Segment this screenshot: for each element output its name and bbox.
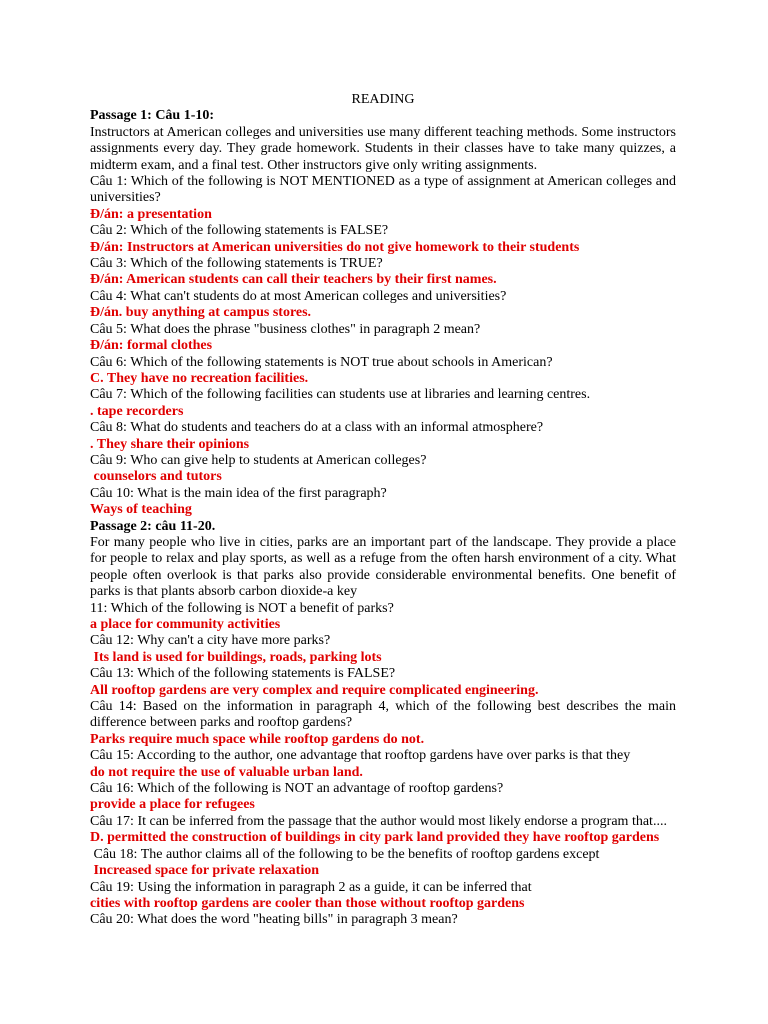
question-text: Câu 2: Which of the following statements is FALSE?	[90, 223, 389, 239]
question-text: Câu 5: What does the phrase "business clothes" in paragraph 2 mean?	[90, 321, 481, 337]
passage-paragraph: Instructors at American colleges and universities use many different teaching methods. Some instructors assignments every day. They grade homework. Students in their classes have to take many quizzes, a midterm exam, and a final test. Other instructors give only writing assignments.	[90, 124, 680, 173]
passage-paragraph: For many people who live in cities, parks are an important part of the landscape. They provide a place for people to relax and play sports, as well as a refuge from the often harsh environment of a city. What people often overlook is that parks also provide considerable environmental benefits. One benefit of parks is that plants absorb carbon dioxide-a key	[90, 534, 680, 600]
question-text: Câu 1: Which of the following is NOT MENTIONED as a type of assignment at American colleges and universities?	[90, 174, 680, 206]
answer-text: Đ/án: a presentation	[90, 206, 212, 222]
question-text: Câu 7: Which of the following facilities can students use at libraries and learning centres.	[90, 387, 591, 403]
answer-text: provide a place for refugees	[90, 797, 255, 813]
answer-text: Đ/án: formal clothes	[90, 338, 213, 354]
answer-text: . tape recorders	[90, 403, 184, 419]
question-text: Câu 20: What does the word "heating bills" in paragraph 3 mean?	[90, 912, 458, 928]
question-text: Câu 12: Why can't a city have more parks?	[90, 633, 331, 649]
question-text: Câu 9: Who can give help to students at American colleges?	[90, 452, 427, 468]
question-text: Câu 3: Which of the following statements is TRUE?	[90, 256, 383, 272]
question-text: Câu 15: According to the author, one advantage that rooftop gardens have over parks is that they	[90, 748, 631, 764]
answer-text: Đ/án. buy anything at campus stores.	[90, 305, 312, 321]
question-text: Câu 13: Which of the following statements is FALSE?	[90, 666, 396, 682]
answer-text: counselors and tutors	[90, 469, 222, 485]
question-text: Câu 4: What can't students do at most American colleges and universities?	[90, 288, 507, 304]
answer-text: All rooftop gardens are very complex and require complicated engineering.	[90, 682, 539, 698]
answer-text: Its land is used for buildings, roads, parking lots	[90, 649, 382, 665]
answer-text: a place for community activities	[90, 617, 281, 632]
document-body	[90, 108, 680, 928]
passage-heading: Passage 1: Câu 1-10:	[90, 108, 215, 124]
answer-text: Increased space for private relaxation	[90, 863, 320, 879]
question-text: Câu 6: Which of the following statements is NOT true about schools in American?	[90, 354, 553, 370]
answer-text: C. They have no recreation facilities.	[90, 370, 309, 386]
answer-text: Đ/án: Instructors at American universities do not give homework to their students	[90, 239, 580, 255]
document-page	[90, 92, 680, 929]
question-text: Câu 14: Based on the information in paragraph 4, which of the following best describes the main difference between parks and rooftop gardens?	[90, 699, 680, 731]
question-text: Câu 8: What do students and teachers do at a class with an informal atmosphere?	[90, 420, 544, 436]
question-text: 11: Which of the following is NOT a benefit of parks?	[90, 600, 394, 616]
question-text: Câu 19: Using the information in paragraph 2 as a guide, it can be inferred that	[90, 879, 532, 895]
answer-text: Parks require much space while rooftop gardens do not.	[90, 731, 425, 747]
answer-text: . They share their opinions	[90, 436, 250, 452]
question-text: Câu 18: The author claims all of the following to be the benefits of rooftop gardens except	[90, 846, 600, 862]
answer-text: do not require the use of valuable urban land.	[90, 764, 363, 780]
answer-text: cities with rooftop gardens are cooler than those without rooftop gardens	[90, 895, 525, 911]
passage-heading: Passage 2: câu 11-20.	[90, 518, 216, 534]
question-text: Câu 17: It can be inferred from the passage that the author would most likely endorse a program that....	[90, 813, 667, 829]
answer-text: D. permitted the construction of buildings in city park land provided they have rooftop gardens	[90, 830, 660, 846]
question-text: Câu 16: Which of the following is NOT an advantage of rooftop gardens?	[90, 781, 504, 797]
answer-text: Đ/án: American students can call their teachers by their first names.	[90, 272, 497, 288]
answer-text: Ways of teaching	[90, 502, 192, 518]
page-title: READING	[351, 92, 415, 107]
question-text: Câu 10: What is the main idea of the first paragraph?	[90, 485, 387, 501]
